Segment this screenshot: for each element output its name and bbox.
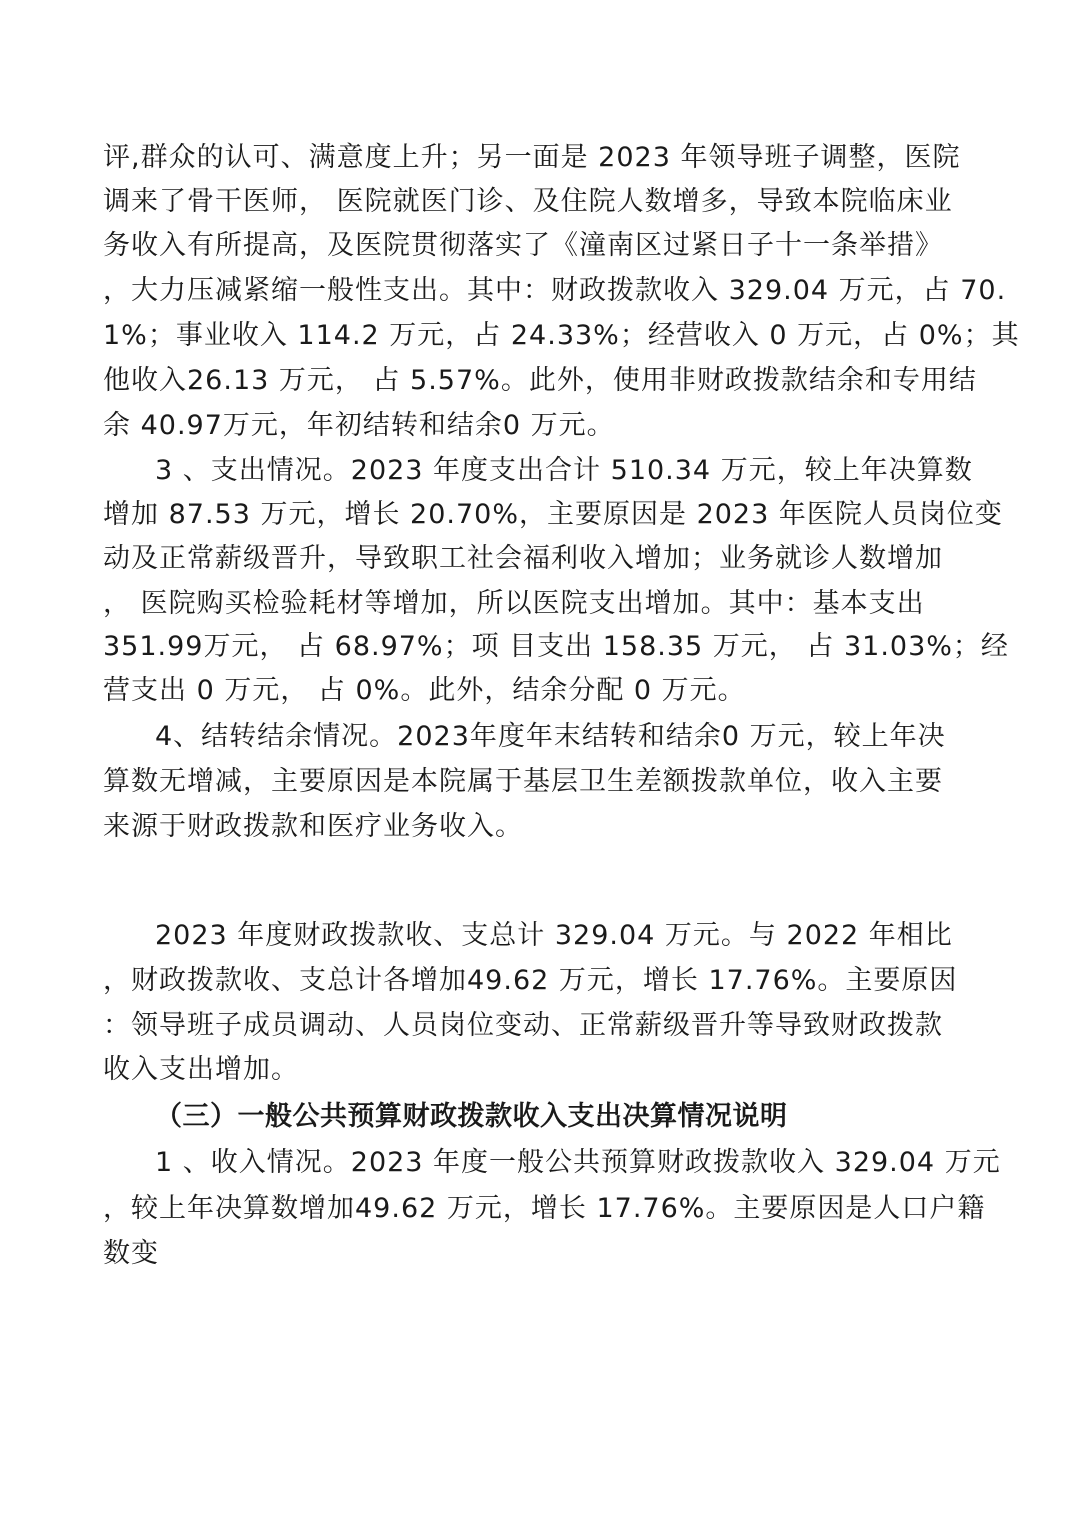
paragraph-line: ：领导班子成员调动、人员岗位变动、正常薪级晋升等导致财政拨款 — [103, 1010, 943, 1041]
paragraph-line: 务收入有所提高，及医院贯彻落实了《潼南区过紧日子十一条举措》 — [103, 230, 943, 261]
paragraph-line: 动及正常薪级晋升，导致职工社会福利收入增加；业务就诊人数增加 — [103, 543, 943, 574]
paragraph-line: ，财政拨款收、支总计各增加49.62 万元，增长 17.76%。主要原因 — [103, 965, 958, 996]
paragraph-line: 营支出 0 万元， 占 0%。此外，结余分配 0 万元。 — [103, 675, 746, 706]
paragraph-line: ， 医院购买检验耗材等增加，所以医院支出增加。其中：基本支出 — [103, 588, 925, 619]
section-heading: （三）一般公共预算财政拨款收入支出决算情况说明 — [155, 1101, 788, 1131]
paragraph-line: 收入支出增加。 — [103, 1054, 299, 1085]
paragraph-line: 1%；事业收入 114.2 万元，占 24.33%；经营收入 0 万元，占 0%；其 — [103, 320, 1020, 351]
paragraph-line: 3 、支出情况。2023 年度支出合计 510.34 万元，较上年决算数 — [155, 455, 973, 486]
paragraph-line: 增加 87.53 万元，增长 20.70%，主要原因是 2023 年医院人员岗位变 — [103, 499, 1003, 530]
paragraph-line: 1 、收入情况。2023 年度一般公共预算财政拨款收入 329.04 万元 — [155, 1147, 1001, 1178]
paragraph-line: 数变 — [103, 1238, 159, 1269]
paragraph-line: ，较上年决算数增加49.62 万元，增长 17.76%。主要原因是人口户籍 — [103, 1193, 986, 1224]
paragraph-line: 他收入26.13 万元， 占 5.57%。此外，使用非财政拨款结余和专用结 — [103, 365, 977, 396]
paragraph-line: 351.99万元， 占 68.97%；项 目支出 158.35 万元， 占 31.03%；经 — [103, 631, 1009, 662]
paragraph-line: 调来了骨干医师， 医院就医门诊、及住院人数增多，导致本院临床业 — [103, 186, 953, 217]
paragraph-line: 2023 年度财政拨款收、支总计 329.04 万元。与 2022 年相比 — [155, 920, 953, 951]
paragraph-line: ，大力压减紧缩一般性支出。其中：财政拨款收入 329.04 万元，占 70. — [103, 275, 1007, 306]
paragraph-line: 来源于财政拨款和医疗业务收入。 — [103, 811, 523, 842]
paragraph-line: 评,群众的认可、满意度上升；另一面是 2023 年领导班子调整，医院 — [103, 142, 961, 173]
paragraph-line: 余 40.97万元，年初结转和结余0 万元。 — [103, 410, 615, 441]
paragraph-line: 算数无增减，主要原因是本院属于基层卫生差额拨款单位，收入主要 — [103, 766, 943, 797]
paragraph-line: 4、结转结余情况。2023年度年末结转和结余0 万元，较上年决 — [155, 721, 946, 752]
